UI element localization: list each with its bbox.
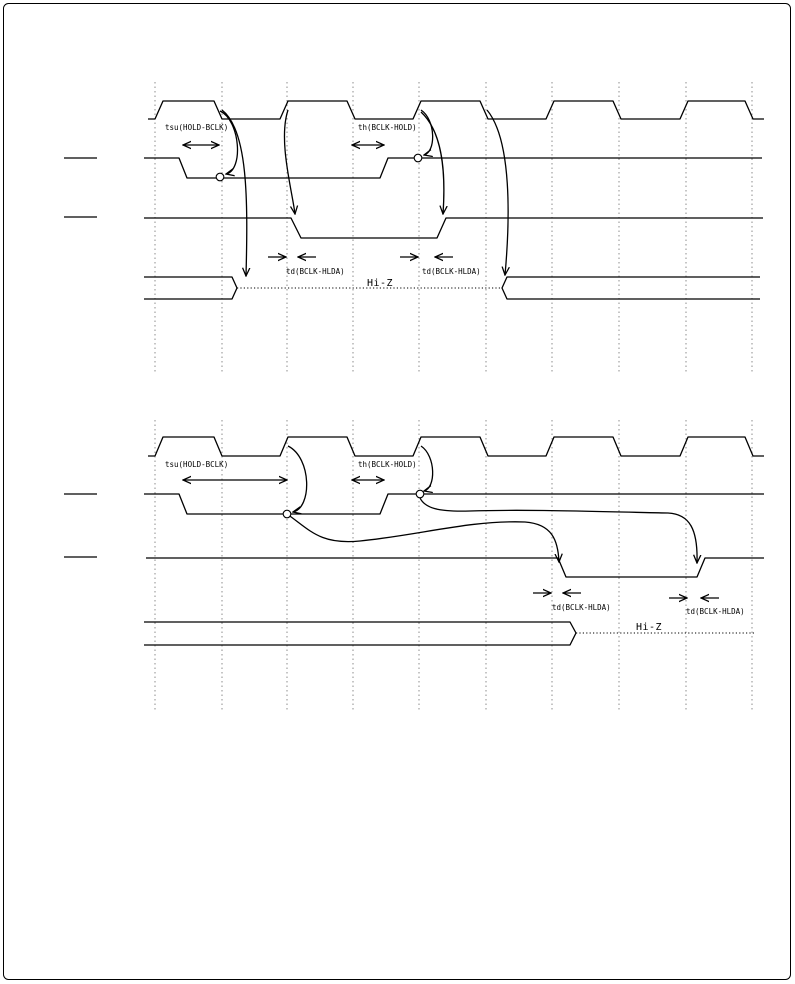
- td-label-1: td(BCLK-HLDA): [552, 603, 611, 612]
- bus-restore-curve: [487, 110, 508, 275]
- hold-sample-curve: [288, 446, 307, 512]
- timing-panel-1: [64, 82, 764, 372]
- td-label-2: td(BCLK-HLDA): [422, 267, 481, 276]
- th-label: th(BCLK-HOLD): [358, 460, 417, 469]
- hlda-fall-curve: [284, 110, 295, 214]
- hold-release-curve: [421, 110, 433, 155]
- td-label-1: td(BCLK-HLDA): [286, 267, 345, 276]
- timing-panel-2: [64, 420, 764, 710]
- bclk-waveform: [148, 437, 764, 456]
- hold-sample-curve: [220, 111, 237, 174]
- page-border: [4, 4, 791, 980]
- hold-sample-point: [283, 510, 291, 518]
- th-label: th(BCLK-HOLD): [358, 123, 417, 132]
- bus-waveform-left: [144, 277, 237, 299]
- clock-grid-lines: [155, 420, 752, 710]
- bus-float-curve: [222, 110, 247, 276]
- hold-release-point: [414, 154, 422, 162]
- hold-release-curve: [421, 446, 433, 491]
- tsu-label: tsu(HOLD-BCLK): [165, 123, 229, 132]
- td-label-2: td(BCLK-HLDA): [686, 607, 745, 616]
- hlda-fall-curve: [287, 514, 559, 562]
- hold-release-point: [416, 490, 424, 498]
- hlda-rise-curve: [421, 112, 444, 214]
- hiz-label: Hi-Z: [636, 622, 663, 633]
- clock-grid-lines: [155, 82, 752, 372]
- bus-waveform-right: [502, 277, 760, 299]
- tsu-label: tsu(HOLD-BCLK): [165, 460, 229, 469]
- hiz-label: Hi-Z: [367, 278, 394, 289]
- hold-sample-point: [216, 173, 224, 181]
- hlda-waveform: [146, 558, 764, 577]
- hlda-waveform: [144, 218, 763, 238]
- bus-waveform: [144, 622, 576, 645]
- bclk-waveform: [148, 101, 764, 119]
